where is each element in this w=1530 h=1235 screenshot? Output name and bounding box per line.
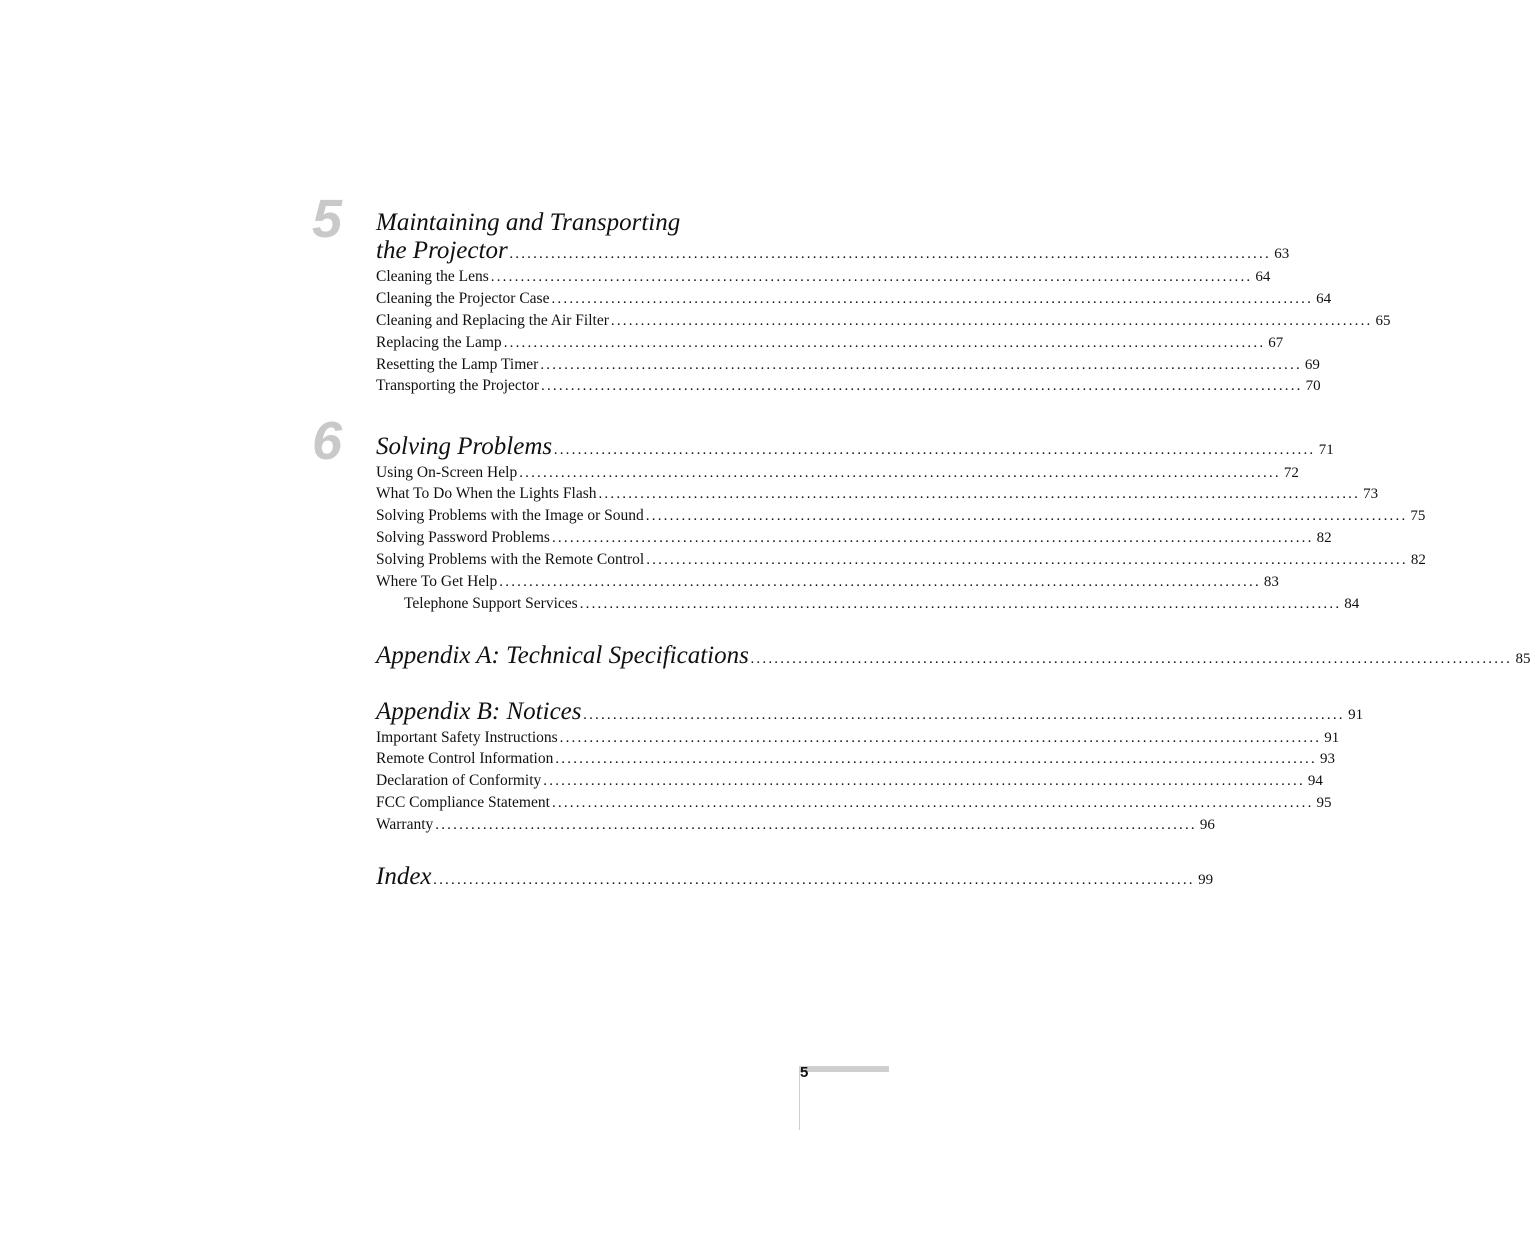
toc-entry[interactable] (376, 816, 1215, 838)
toc-entry-page: 64 (1316, 291, 1332, 307)
toc-entry-page: 96 (1199, 817, 1215, 833)
toc-entry-page: 94 (1307, 773, 1323, 789)
dot-leader: ................................................................................................................................ (509, 246, 1272, 262)
toc-entry-title: Warranty (376, 816, 434, 833)
chapter-6-title: Solving Problems (376, 433, 553, 460)
toc-entry-page: 65 (1375, 313, 1391, 329)
dot-leader: ................................................................................................................................ (579, 596, 1342, 612)
toc-entry-title: Transporting the Projector (376, 377, 540, 394)
toc-entry[interactable] (376, 464, 1299, 486)
toc-entry-title: Solving Problems with the Image or Sound (376, 507, 644, 524)
dot-leader: ................................................................................................................................ (541, 378, 1303, 394)
dot-leader: ................................................................................................................................ (555, 751, 1317, 767)
index-title: Index (376, 863, 432, 890)
toc-entry-title: Replacing the Lamp (376, 334, 502, 351)
toc-entry-title: Where To Get Help (376, 573, 498, 590)
toc-entry[interactable] (376, 772, 1323, 794)
toc-entry-title: What To Do When the Lights Flash (376, 485, 597, 502)
appendix-b-heading[interactable] (376, 698, 1364, 728)
page-number: 5 (800, 1064, 809, 1081)
toc-entry[interactable] (376, 529, 1332, 551)
toc-entry[interactable] (376, 551, 1426, 573)
toc-entry-title: Remote Control Information (376, 750, 554, 767)
toc-entry-page: 91 (1324, 730, 1340, 746)
chapter-number-5: 5 (312, 189, 343, 249)
toc-entry-title: Cleaning the Lens (376, 268, 489, 285)
toc-entry[interactable] (376, 290, 1332, 312)
dot-leader: ................................................................................................................................ (435, 817, 1197, 833)
toc-entry[interactable] (376, 573, 1279, 595)
toc-entry[interactable] (376, 334, 1284, 356)
toc-entry-page: 95 (1316, 795, 1332, 811)
appendix-b-page: 91 (1348, 707, 1364, 723)
dot-leader: ................................................................................................................................ (490, 269, 1253, 285)
appendix-a-title: Appendix A: Technical Specifications (376, 642, 749, 669)
toc-entry-title: Resetting the Lamp Timer (376, 356, 539, 373)
appendix-a-heading[interactable] (376, 642, 1530, 672)
toc-entry[interactable] (376, 377, 1321, 399)
toc-entry-page: 67 (1268, 335, 1284, 351)
dot-leader: ................................................................................................................................ (610, 313, 1373, 329)
chapter-number-6: 6 (312, 411, 343, 471)
toc-entry-title: Using On-Screen Help (376, 464, 518, 481)
toc-entry[interactable] (376, 485, 1379, 507)
dot-leader: ................................................................................................................................ (646, 552, 1408, 568)
toc-entry-title: FCC Compliance Statement (376, 794, 550, 811)
dot-leader: ................................................................................................................................ (433, 872, 1196, 888)
toc-entry[interactable] (376, 312, 1391, 334)
toc-entry-title: Telephone Support Services (404, 595, 578, 612)
toc-entry-page: 70 (1305, 378, 1321, 394)
toc-entry[interactable] (376, 507, 1426, 529)
dot-leader: ................................................................................................................................ (540, 357, 1302, 373)
chapter-5-title-line1: Maintaining and Transporting (376, 209, 681, 236)
dot-leader: ................................................................................................................................ (519, 465, 1281, 481)
chapter-6-heading[interactable] (376, 433, 1334, 463)
toc-entry[interactable] (376, 750, 1335, 772)
toc-entry-page: 72 (1283, 465, 1299, 481)
toc-entry-title: Solving Password Problems (376, 529, 550, 546)
dot-leader: ................................................................................................................................ (559, 730, 1322, 746)
dot-leader: ................................................................................................................................ (499, 574, 1261, 590)
dot-leader: ................................................................................................................................ (551, 291, 1314, 307)
toc-entry[interactable] (376, 268, 1271, 290)
index-heading[interactable] (376, 863, 1214, 893)
toc-entry-title: Cleaning and Replacing the Air Filter (376, 312, 609, 329)
toc-entry[interactable] (376, 794, 1332, 816)
toc-entry[interactable] (376, 356, 1320, 378)
chapter-5-title-line2: the Projector (376, 237, 508, 264)
toc-entry-page: 83 (1263, 574, 1279, 590)
index-page: 99 (1198, 872, 1214, 888)
toc-entry-title: Declaration of Conformity (376, 772, 542, 789)
dot-leader: ................................................................................................................................ (750, 651, 1513, 667)
dot-leader: ................................................................................................................................ (551, 530, 1314, 546)
toc-entry-page: 73 (1363, 486, 1379, 502)
toc-entry-title: Important Safety Instructions (376, 729, 558, 746)
toc-entry-title: Cleaning the Projector Case (376, 290, 550, 307)
toc-entry-page: 69 (1304, 357, 1320, 373)
dot-leader: ................................................................................................................................ (503, 335, 1266, 351)
toc-entry-page: 82 (1410, 552, 1426, 568)
toc-entry-page: 82 (1316, 530, 1332, 546)
toc-entry-title: Solving Problems with the Remote Control (376, 551, 645, 568)
dot-leader: ................................................................................................................................ (645, 508, 1408, 524)
appendix-a-page: 85 (1515, 651, 1530, 667)
dot-leader: ................................................................................................................................ (543, 773, 1305, 789)
toc-entry[interactable] (376, 729, 1340, 751)
dot-leader: ................................................................................................................................ (583, 707, 1346, 723)
dot-leader: ................................................................................................................................ (598, 486, 1361, 502)
appendix-b-title: Appendix B: Notices (376, 698, 582, 725)
chapter-5-page: 63 (1274, 246, 1290, 262)
toc-subentry[interactable] (404, 595, 1360, 617)
toc-entry-page: 84 (1344, 596, 1360, 612)
toc-entry-page: 75 (1410, 508, 1426, 524)
chapter-6-page: 71 (1318, 442, 1334, 458)
chapter-5-heading[interactable] (376, 237, 1290, 267)
toc-entry-page: 93 (1319, 751, 1335, 767)
dot-leader: ................................................................................................................................ (551, 795, 1314, 811)
footer-rule (799, 1066, 889, 1072)
dot-leader: ................................................................................................................................ (554, 442, 1316, 458)
toc-entry-page: 64 (1255, 269, 1271, 285)
